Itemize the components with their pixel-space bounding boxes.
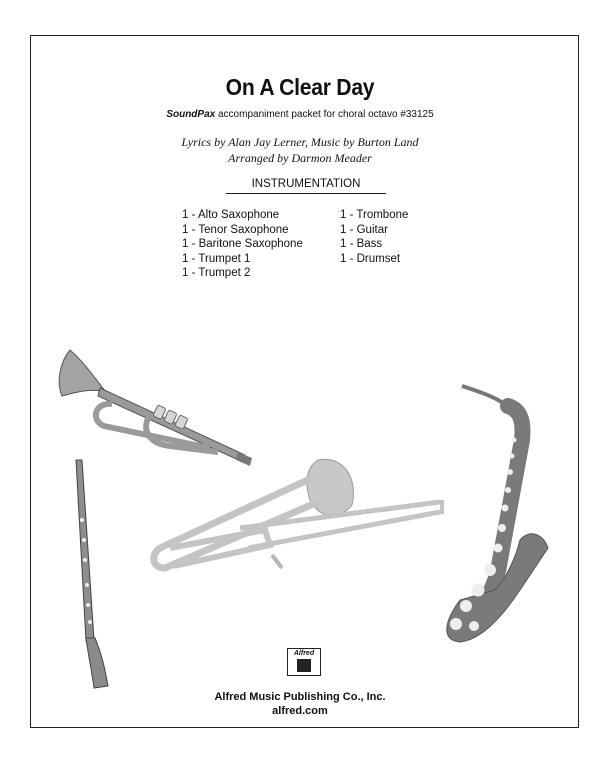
instrument-item: 1 - Tenor Saxophone xyxy=(182,223,289,236)
instrument-item: 1 - Baritone Saxophone xyxy=(182,238,303,251)
instrumentation-heading: INSTRUMENTATION xyxy=(226,178,386,194)
trumpet-illustration xyxy=(59,350,252,466)
instrument-item: 1 - Bass xyxy=(340,238,383,251)
credits-arranger: Arranged by Darmon Meader xyxy=(228,151,372,165)
instrument-item: 1 - Guitar xyxy=(340,223,388,236)
clarinet-illustration xyxy=(76,460,108,688)
alfred-logo xyxy=(287,648,321,676)
publisher-name: Alfred Music Publishing Co., Inc. xyxy=(214,691,386,703)
instrument-item: 1 - Trombone xyxy=(340,209,409,221)
logo-mark-icon xyxy=(297,659,311,672)
instrument-item: 1 - Trumpet 2 xyxy=(182,267,251,280)
instrument-item: 1 - Alto Saxophone xyxy=(182,209,280,221)
saxophone-illustration xyxy=(447,386,548,642)
publisher-website: alfred.com xyxy=(272,705,328,717)
instrument-item: 1 - Drumset xyxy=(340,252,401,265)
credits-lyrics-music: Lyrics by Alan Jay Lerner, Music by Burton Land xyxy=(181,135,419,149)
trombone-illustration xyxy=(154,459,444,568)
page-title: On A Clear Day xyxy=(225,74,375,100)
alfred-logo-text: Alfred xyxy=(293,650,315,657)
subtitle-brand: SoundPax xyxy=(166,109,216,120)
instrument-item: 1 - Trumpet 1 xyxy=(182,252,251,265)
subtitle-text: accompaniment packet for choral octavo #33125 xyxy=(215,109,434,120)
